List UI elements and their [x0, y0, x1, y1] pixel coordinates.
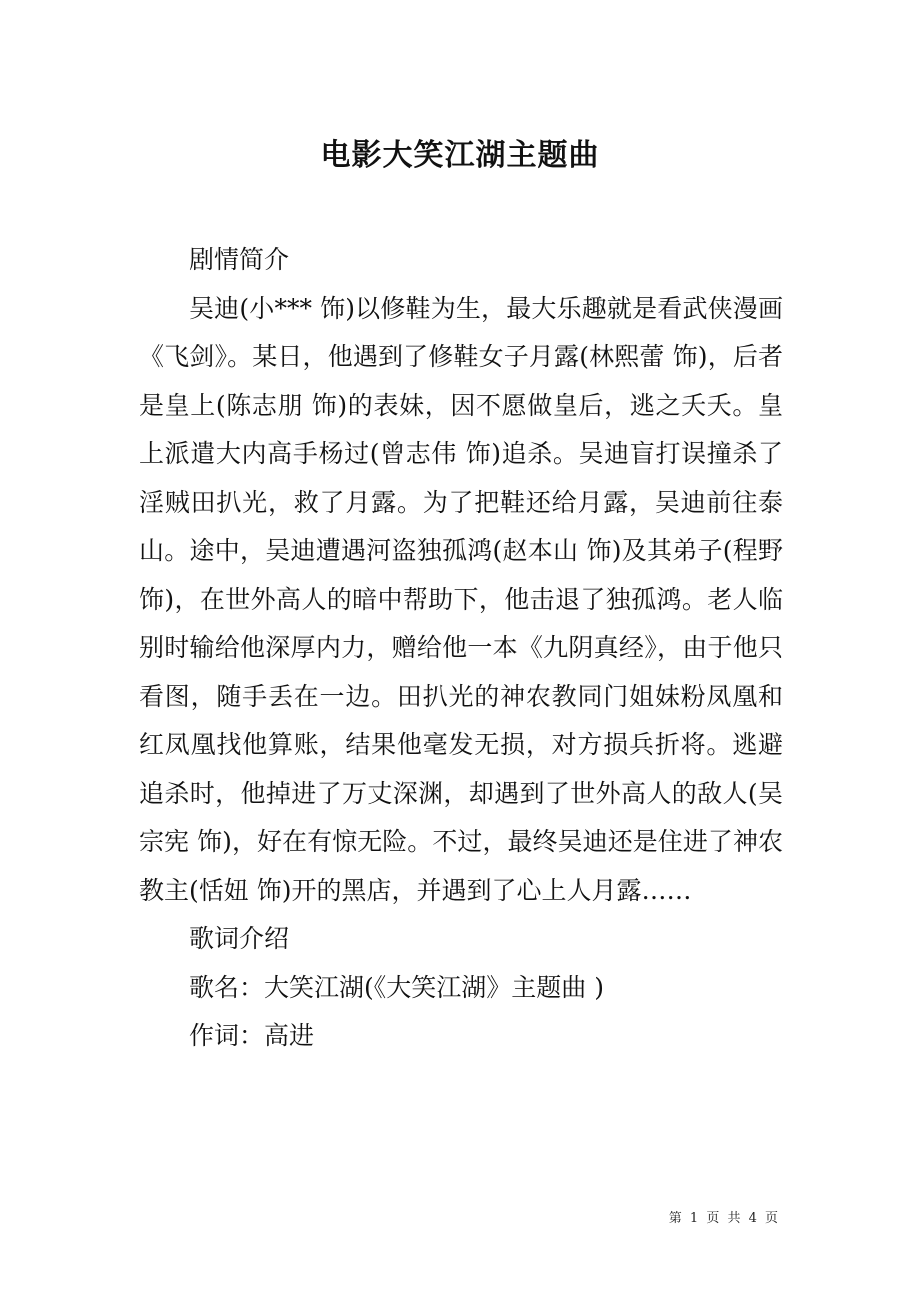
- song-name-line: 歌名：大笑江湖(《大笑江湖》主题曲 ): [189, 972, 604, 1002]
- page-indicator: 第 1 页 共 4 页: [668, 1211, 780, 1226]
- document-title: 电影大笑江湖主题曲: [320, 138, 600, 173]
- section-heading-lyrics: 歌词介绍: [189, 924, 290, 953]
- synopsis-paragraph: 吴迪(小*** 饰)以修鞋为生，最大乐趣就是看武侠漫画《飞剑》。某日，他遇到了修鞋女子月露(林熙蕾 饰)，后者是皇上(陈志朋 饰)的表妹，因不愿做皇后，逃之夭夭。皇上派遣大内高手杨过(曾志伟 饰)追杀。吴迪盲打误撞杀了淫贼田扒光，救了月露。为了把鞋还给月露，吴迪前往泰山。途中，吴迪遭遇河盗独孤鸿(赵本山 饰)及其弟子(程野 饰)，在世外高人的暗中帮助下，他击退了独孤鸿。老人临别时输给他深厚内力，赠给他一本《九阴真经》，由于他只看图，随手丢在一边。田扒光的神农教同门姐妹粉凤凰和红凤凰找他算账，结果他毫发无损，对方损兵折将。逃避追杀时，他掉进了万丈深渊，却遇到了世外高人的敌人(吴宗宪 饰)，好在有惊无险。不过，最终吴迪还是住进了神农教主(恬妞 饰)开的黑店，并遇到了心上人月露……: [139, 293, 783, 905]
- document-body: [139, 236, 783, 1061]
- section-heading-synopsis: 剧情简介: [189, 245, 290, 274]
- lyricist-line: 作词：高进: [189, 1021, 315, 1050]
